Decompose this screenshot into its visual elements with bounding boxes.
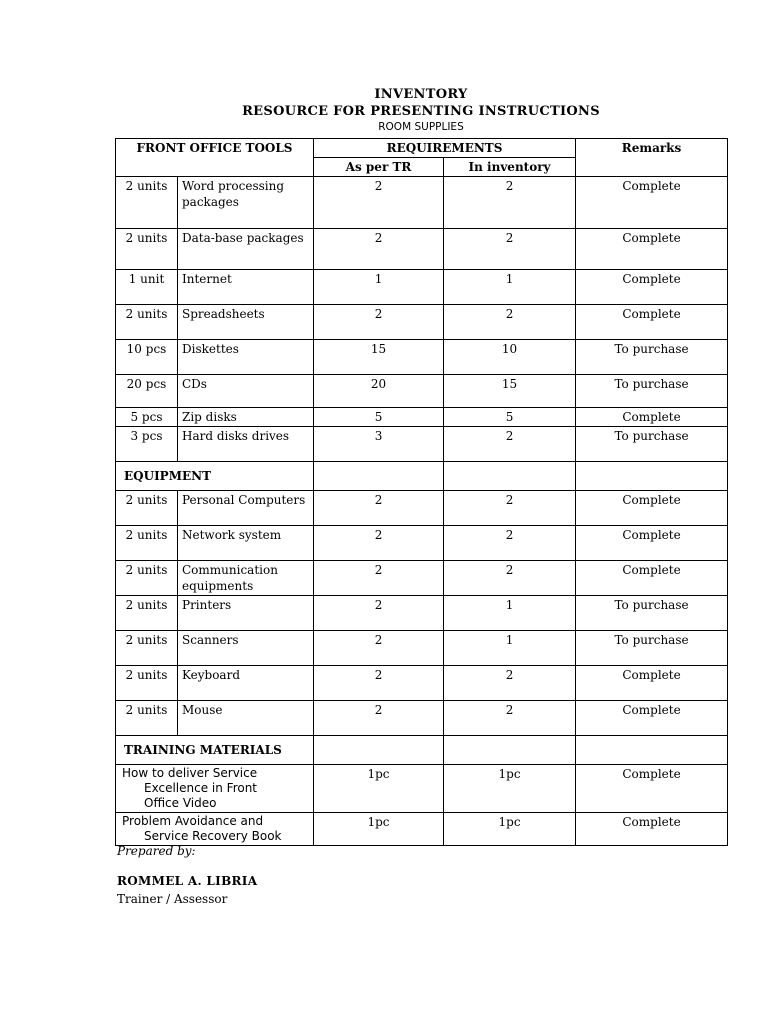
in-inventory-value: 2	[444, 305, 576, 340]
training-row	[116, 765, 728, 813]
as-per-tr-value: 2	[314, 491, 444, 526]
material-line: How to deliver Service	[122, 766, 258, 780]
in-inventory-value: 5	[444, 408, 576, 427]
as-per-tr-value: 2	[314, 177, 444, 229]
item-name: Zip disks	[178, 408, 314, 427]
remark-value: To purchase	[576, 631, 728, 666]
item-name: Network system	[178, 526, 314, 561]
item-quantity: 2 units	[116, 631, 178, 666]
item-name: Data-base packages	[178, 229, 314, 270]
as-per-tr-value: 3	[314, 427, 444, 462]
in-inventory-value: 2	[444, 701, 576, 736]
item-name: Hard disks drives	[178, 427, 314, 462]
header-tools: FRONT OFFICE TOOLS	[116, 139, 314, 177]
item-quantity: 2 units	[116, 491, 178, 526]
prepared-by-label: Prepared by:	[117, 844, 196, 858]
remark-value: To purchase	[576, 375, 728, 408]
remark-value: To purchase	[576, 427, 728, 462]
preparer-name: ROMMEL A. LIBRIA	[117, 874, 258, 888]
in-inventory-value: 2	[444, 229, 576, 270]
as-per-tr-value: 1pc	[314, 765, 444, 813]
item-quantity: 1 unit	[116, 270, 178, 305]
table-row	[116, 408, 728, 427]
as-per-tr-value: 20	[314, 375, 444, 408]
item-name: Keyboard	[178, 666, 314, 701]
header-as-per-tr: As per TR	[314, 158, 444, 177]
material-line: Problem Avoidance and	[122, 814, 264, 828]
document-caption: ROOM SUPPLIES	[378, 121, 464, 133]
in-inventory-value: 2	[444, 177, 576, 229]
remark-value: Complete	[576, 270, 728, 305]
remark-value: Complete	[576, 813, 728, 846]
table-row	[116, 340, 728, 375]
table-row	[116, 491, 728, 526]
as-per-tr-value: 15	[314, 340, 444, 375]
item-name: Printers	[178, 596, 314, 631]
remark-value: To purchase	[576, 596, 728, 631]
table-row	[116, 631, 728, 666]
remark-value: Complete	[576, 561, 728, 596]
item-quantity: 2 units	[116, 666, 178, 701]
table-row	[116, 375, 728, 408]
remark-value: Complete	[576, 305, 728, 340]
empty-cell	[576, 736, 728, 765]
table-row	[116, 305, 728, 340]
remark-value: To purchase	[576, 340, 728, 375]
table-row	[116, 666, 728, 701]
item-quantity: 2 units	[116, 561, 178, 596]
item-name: Word processing packages	[178, 177, 314, 229]
remark-value: Complete	[576, 229, 728, 270]
as-per-tr-value: 1	[314, 270, 444, 305]
material-line: Excellence in Front	[144, 781, 258, 795]
table-row	[116, 270, 728, 305]
item-quantity: 2 units	[116, 701, 178, 736]
equipment-section-row	[116, 462, 728, 491]
remark-value: Complete	[576, 526, 728, 561]
in-inventory-value: 2	[444, 491, 576, 526]
inventory-table	[115, 138, 728, 846]
item-quantity: 2 units	[116, 596, 178, 631]
document-title: INVENTORY	[374, 87, 468, 102]
table-row	[116, 526, 728, 561]
table-row	[116, 229, 728, 270]
empty-cell	[444, 462, 576, 491]
document-subtitle: RESOURCE FOR PRESENTING INSTRUCTIONS	[242, 104, 600, 119]
remark-value: Complete	[576, 177, 728, 229]
training-material-name	[116, 765, 314, 813]
as-per-tr-value: 2	[314, 526, 444, 561]
as-per-tr-value: 2	[314, 229, 444, 270]
in-inventory-value: 1	[444, 596, 576, 631]
item-name: Internet	[178, 270, 314, 305]
header-requirements: REQUIREMENTS	[314, 139, 576, 158]
in-inventory-value: 2	[444, 427, 576, 462]
remark-value: Complete	[576, 666, 728, 701]
empty-cell	[444, 736, 576, 765]
item-quantity: 2 units	[116, 305, 178, 340]
remark-value: Complete	[576, 408, 728, 427]
as-per-tr-value: 2	[314, 631, 444, 666]
training-row	[116, 813, 728, 846]
header-in-inventory: In inventory	[444, 158, 576, 177]
empty-cell	[314, 462, 444, 491]
item-quantity: 20 pcs	[116, 375, 178, 408]
title-block	[115, 86, 727, 134]
item-quantity: 10 pcs	[116, 340, 178, 375]
item-quantity: 2 units	[116, 177, 178, 229]
training-section-label: TRAINING MATERIALS	[116, 736, 314, 765]
in-inventory-value: 2	[444, 666, 576, 701]
remark-value: Complete	[576, 491, 728, 526]
item-quantity: 5 pcs	[116, 408, 178, 427]
remark-value: Complete	[576, 701, 728, 736]
as-per-tr-value: 2	[314, 305, 444, 340]
item-name: CDs	[178, 375, 314, 408]
item-name: Mouse	[178, 701, 314, 736]
header-row	[116, 139, 728, 158]
table-row	[116, 701, 728, 736]
training-material-name	[116, 813, 314, 846]
table-row	[116, 596, 728, 631]
item-name: Scanners	[178, 631, 314, 666]
material-line: Office Video	[144, 796, 217, 810]
remark-value: Complete	[576, 765, 728, 813]
item-quantity: 3 pcs	[116, 427, 178, 462]
as-per-tr-value: 2	[314, 701, 444, 736]
in-inventory-value: 15	[444, 375, 576, 408]
table-row	[116, 561, 728, 596]
material-line: Service Recovery Book	[144, 829, 282, 843]
header-remarks: Remarks	[576, 139, 728, 177]
empty-cell	[314, 736, 444, 765]
item-name: Diskettes	[178, 340, 314, 375]
empty-cell	[576, 462, 728, 491]
item-name: Personal Computers	[178, 491, 314, 526]
training-section-row	[116, 736, 728, 765]
as-per-tr-value: 2	[314, 666, 444, 701]
equipment-section-label: EQUIPMENT	[116, 462, 314, 491]
item-quantity: 2 units	[116, 526, 178, 561]
in-inventory-value: 1	[444, 631, 576, 666]
item-name: Communication equipments	[178, 561, 314, 596]
preparer-role: Trainer / Assessor	[117, 892, 228, 906]
in-inventory-value: 10	[444, 340, 576, 375]
in-inventory-value: 2	[444, 561, 576, 596]
item-quantity: 2 units	[116, 229, 178, 270]
in-inventory-value: 1pc	[444, 813, 576, 846]
in-inventory-value: 1pc	[444, 765, 576, 813]
table-row	[116, 177, 728, 229]
table-row	[116, 427, 728, 462]
as-per-tr-value: 2	[314, 561, 444, 596]
in-inventory-value: 1	[444, 270, 576, 305]
as-per-tr-value: 2	[314, 596, 444, 631]
in-inventory-value: 2	[444, 526, 576, 561]
as-per-tr-value: 1pc	[314, 813, 444, 846]
as-per-tr-value: 5	[314, 408, 444, 427]
item-name: Spreadsheets	[178, 305, 314, 340]
